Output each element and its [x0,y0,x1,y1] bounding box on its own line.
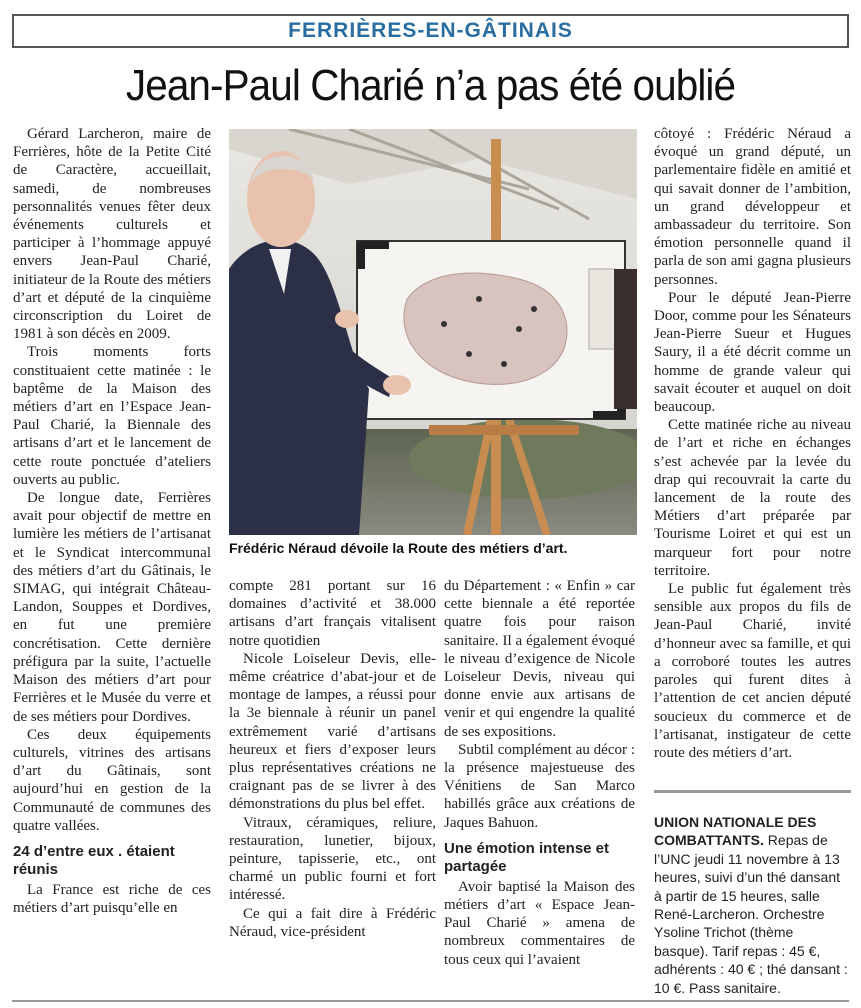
article-column-2 [229,577,436,941]
paragraph: La France est riche de ces métiers d’art puisqu’elle en [13,881,211,917]
paragraph: Le public fut également très sensible aux propos du fils de Jean-Paul Charié, invité d’honneur avec sa famille, et qui a corroboré toutes les autres paroles qui furent dites à l’attention de cet ancien député soucieux du commerce et de l’artisanat, instigateur de cette route des métiers d’art. [654,581,851,761]
section-kicker [12,14,849,48]
photo-illustration [229,129,637,535]
bottom-rule [12,1000,849,1002]
news-brief [654,790,851,1003]
paragraph: Subtil complément au décor : la présence majestueuse des Vénitiens de San Marco habillés grâce aux créations de Jaques Bahuon. [444,741,635,831]
paragraph: Nicole Loiseleur Devis, elle-même créatrice d’abat-jour et de montage de lampes, a réussi pour la 3e biennale à réunir un panel extrêmement varié d’artisans heureux et fiers d’exposer leurs plus représentatives créations ne craignant pas de se livrer à des démonstrations du plus bel effet. [229,650,436,813]
brief-text [654,813,851,997]
article-photo [229,129,637,535]
article-column-4 [654,125,851,762]
paragraph: Vitraux, céramiques, reliure, restauration, lunetier, bijoux, peinture, tapisserie, etc., ont charmé un public fourni et fort intéressé. [229,814,436,904]
kicker-text: FERRIÈRES-EN-GÂTINAIS [288,19,573,42]
subheading: Une émotion intense et partagée [444,839,610,875]
paragraph: De longue date, Ferrières avait pour objectif de mettre en lumière les métiers de l’artisanat et le Syndicat intercommunal des métiers d’art du Gâtinais, le SIMAG, qui intégrait Château-Landon, Souppes et Dordives, en fut une première concrétisation. Cette dernière préfigura par la suite, l’actuelle Maison des métiers d’art pour Ferrières et le Musée du verre et de ses métiers pour Dordives. [13,490,211,725]
article-column-3 [444,577,635,969]
paragraph: Ce qui a fait dire à Frédéric Néraud, vice-président [229,905,436,940]
paragraph: Avoir baptisé la Maison des métiers d’art « Espace Jean-Paul Charié » amena de nombreux commentaires de tous ceux qui l’avaient [444,878,635,968]
paragraph: Pour le député Jean-Pierre Door, comme pour les Sénateurs Jean-Pierre Sueur et Hugues Saury, il a été décrit comme un homme de grande valeur qui savait écouter et auquel on doit beaucoup. [654,289,851,416]
photo-caption: Frédéric Néraud dévoile la Route des métiers d’art. [229,540,568,556]
paragraph: côtoyé : Frédéric Néraud a évoqué un grand député, un parlementaire fidèle en amitié et qui savait donner de l’ambition, un grand développeur et ambassadeur du territoire. Son émotion personnelle quand il parla de son ami gagna plusieurs personnes. [654,126,851,288]
subheading: 24 d’entre eux . étaient réunis [13,842,175,878]
brief-title: UNION NATIONALE DES COMBATTANTS. [654,814,817,849]
paragraph: du Département : « Enfin » car cette biennale a été reportée quatre fois pour raison sanitaire. Il a également évoqué le niveau d’exigence de Nicole Loiseleur Devis, niveau qui donne envie aux artisans de venir et qui engendre la qualité de ses expositions. [444,578,635,740]
paragraph: compte 281 portant sur 16 domaines d’activité et 38.000 artisans d’art français vitalisent notre quotidien [229,578,436,649]
headline: Jean-Paul Charié n’a pas été oublié [125,61,736,110]
paragraph: Ces deux équipements culturels, vitrines des artisans d’art du Gâtinais, sont aujourd’hui en gestion de la Communauté de communes des quatre vallées. [13,726,211,834]
brief-body: Repas de l’UNC jeudi 11 novembre à 13 heures, suivi d’un thé dansant à partir de 15 heures, salle René-Larcheron. Orchestre Ysoline Trichot (thème basque). Tarif repas : 45 €, adhérents : 40 € ; thé dansant : 10 €. Pass sanitaire. [654,832,848,996]
paragraph: Trois moments forts constituaient cette matinée : le baptême de la Maison des métiers d’art en l’Espace Jean-Paul Charié, la Biennale des artisans d’art et le lancement de cette route ponctuée d’ateliers ouverts au public. [13,344,211,488]
paragraph: Cette matinée riche au niveau de l’art et riche en échanges s’est achevée par la levée du drap qui recouvrait la carte du lancement de la route des Métiers d’art préparée par Tourisme Loiret et qui est un marqueur fort pour notre territoire. [654,417,851,579]
paragraph: Gérard Larcheron, maire de Ferrières, hôte de la Petite Cité de Caractère, accueillait, samedi, de nombreuses personnalités venues fêter deux événements culturels et participer à l’hommage appuyé envers Jean-Paul Charié, initiateur de la Route des métiers d’art et député de la cinquième circonscription du Loiret de 1981 à son décès en 2009. [13,126,211,343]
article-column-1 [13,125,211,917]
